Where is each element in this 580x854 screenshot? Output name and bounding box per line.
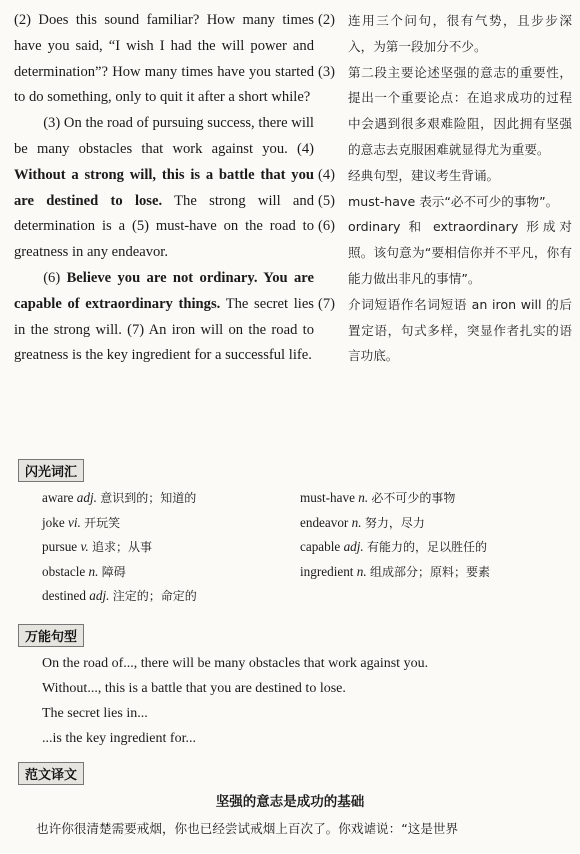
passage-text: The secret lies in the strong will. (7) An iron will on the road to greatness is the key ingredient for a successful life. [14, 295, 314, 364]
patterns-list [42, 651, 562, 751]
passage-text: The strong will and determination is a (5) must-have on the road to greatness in any endeavor. [14, 192, 314, 261]
vocab-item [42, 560, 197, 585]
vocab-pos: n. [88, 563, 99, 579]
patterns-section-label: 万能句型 [18, 624, 84, 647]
vocab-section-label: 闪光词汇 [18, 459, 84, 482]
vocab-meaning: 组成部分；原料；要素 [369, 564, 490, 579]
vocab-pos: v. [80, 539, 89, 555]
pattern-line: On the road of..., there will be many obstacles that work against you. [42, 656, 429, 671]
passage-paragraph-2: (2) Does this sound familiar? How many times have you said, “I wish I had the will power and determination”? How many times have you started to do something, only to quit it after a short while? [14, 12, 314, 106]
vocab-meaning: 障碍 [101, 564, 126, 579]
passage-paragraph-3 [14, 111, 314, 266]
pattern-line: ...is the key ingredient for... [42, 731, 196, 746]
note-text: ordinary 和 extraordinary 形成对照。该句意为“要相信你并不平凡，你有能力做出非凡的事情”。 [348, 219, 572, 286]
vocab-pos: n. [358, 490, 369, 505]
note-item [318, 292, 572, 369]
vocab-meaning: 必不可少的事物 [371, 491, 456, 505]
pattern-line: The secret lies in... [42, 706, 148, 721]
vocab-word: obstacle [42, 563, 86, 579]
translation-title: 坚强的意志是成功的基础 [215, 794, 365, 810]
passage-text: (3) On the road of pursuing success, there will be many obstacles that work against you. (4) [14, 115, 314, 157]
vocab-column-right [300, 486, 490, 584]
vocab-word: must-have [300, 490, 355, 505]
note-number: (5) [318, 192, 336, 209]
note-number: (2) [318, 12, 336, 28]
vocab-word: destined [42, 588, 86, 604]
passage-column [14, 8, 314, 369]
note-number: (6) [318, 218, 336, 235]
vocab-item [300, 560, 490, 585]
vocab-item [300, 511, 490, 536]
vocab-meaning: 努力，尽力 [364, 515, 425, 530]
vocab-pos: adj. [343, 539, 364, 555]
vocab-pos: n. [356, 563, 367, 579]
vocab-word: aware [42, 490, 74, 505]
note-item [318, 163, 572, 189]
passage-bold-sentence: Believe you are not ordinary. You are capable of extraordinary things. [14, 269, 314, 312]
vocab-item [300, 486, 490, 511]
notes-column [318, 8, 572, 369]
passage-paragraph-6 [14, 266, 314, 369]
vocab-pos: adj. [89, 588, 110, 604]
vocab-pos: vi. [68, 514, 81, 530]
vocab-word: capable [300, 539, 341, 555]
translation-text: 也许你很清楚需要戒烟，你也已经尝试戒烟上百次了。你戏谑说：“这是世界 [36, 821, 459, 836]
vocab-pos: adj. [76, 490, 97, 505]
passage-text: (6) [43, 269, 67, 286]
vocab-item [42, 486, 197, 511]
passage-bold-sentence: Without a strong will, this is a battle that you are destined to lose. [14, 166, 314, 209]
vocab-item [42, 584, 197, 609]
vocab-column-left [42, 486, 197, 609]
vocab-meaning: 有能力的，足以胜任的 [367, 540, 488, 555]
vocab-pos: n. [351, 514, 362, 530]
note-item [318, 8, 572, 60]
vocab-word: joke [42, 514, 65, 530]
vocab-item [42, 535, 197, 560]
note-number: (3) [318, 63, 336, 80]
vocab-word: pursue [42, 539, 78, 555]
translation-section-label: 范文译文 [18, 762, 84, 785]
note-item [318, 60, 572, 163]
note-text: 经典句型，建议考生背诵。 [348, 167, 500, 183]
note-item [318, 189, 572, 215]
vocab-meaning: 追求；从事 [91, 540, 152, 555]
vocab-word: endeavor [300, 514, 349, 530]
vocab-word: ingredient [300, 563, 354, 579]
note-text: 介词短语作名词短语 an iron will 的后置定语，句式多样，突显作者扎实的语言功底。 [348, 296, 572, 364]
note-number: (7) [318, 295, 336, 312]
note-text: must-have 表示“必不可少的事物”。 [348, 193, 559, 209]
vocab-meaning: 注定的；命定的 [112, 589, 197, 604]
vocab-item [42, 511, 197, 536]
pattern-line: Without..., this is a battle that you are destined to lose. [42, 681, 346, 696]
vocab-meaning: 意识到的；知道的 [100, 491, 197, 505]
note-item [318, 214, 572, 291]
vocab-meaning: 开玩笑 [84, 515, 121, 530]
note-text: 第二段主要论述坚强的意志的重要性，提出一个重要论点：在追求成功的过程中会遇到很多艰难险阻，因此拥有坚强的意志去克服困难就显得尤为重要。 [348, 64, 572, 157]
vocab-item [300, 535, 490, 560]
note-number: (4) [318, 166, 336, 183]
note-text: 连用三个问句，很有气势，且步步深入，为第一段加分不少。 [348, 13, 572, 54]
